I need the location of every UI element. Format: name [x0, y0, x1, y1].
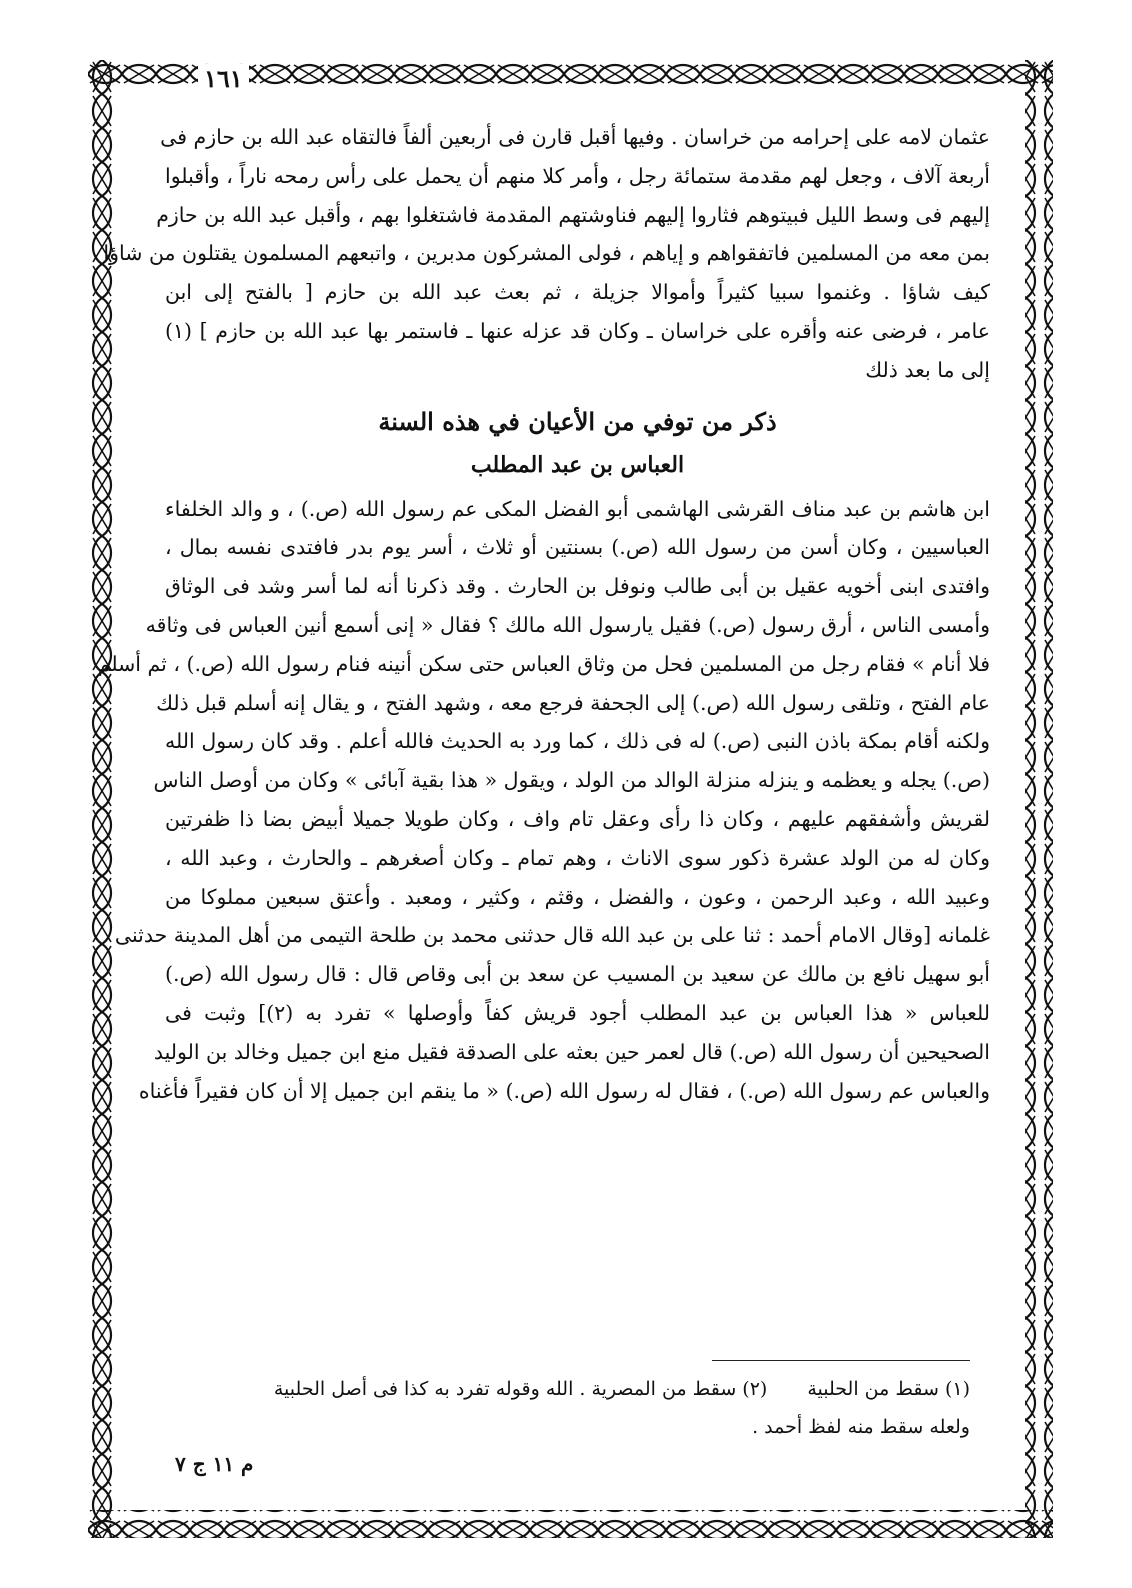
paragraph-khurasan	[103, 118, 990, 390]
text-line: ولكنه أقام بمكة باذن النبى (ص.) له فى ذلك ، كما ورد به الحديث فالله أعلم . وقد كان رسول الله	[165, 729, 990, 754]
footnote-2: (٢) سقط من المصرية . الله وقوله تفرد به كذا فى أصل الحلبية	[273, 1378, 768, 1400]
text-line: (ص.) يجله و يعظمه و ينزله منزلة الوالد من الولد ، ويقول « هذا بقية آبائى » وكان من أوصل الناس	[153, 768, 990, 793]
text-line: إليهم فى وسط الليل فبيتوهم فثاروا إليهم فناوشتهم المقدمة فاشتغلوا بهم ، وأقبل عبد الله بن حازم	[156, 202, 990, 227]
section-subheading: العباس بن عبد المطلب	[470, 451, 685, 478]
text-line: إلى ما بعد ذلك	[865, 357, 990, 382]
text-line: ابن هاشم بن عبد مناف القرشى الهاشمى أبو الفضل المكى عم رسول الله (ص.) ، و والد الخلفاء	[165, 496, 990, 521]
text-line: عامر ، فرضى عنه وأقره على خراسان ـ وكان قد عزله عنها ـ فاستمر بها عبد الله بن حازم ] (١)	[165, 318, 990, 343]
text-line: العباسيين ، وكان أسن من رسول الله (ص.) بسنتين أو ثلاث ، أسر يوم بدر فافتدى نفسه بمال ،	[165, 535, 990, 560]
text-line: عام الفتح ، وتلقى رسول الله (ص.) إلى الجحفة فرجع معه ، وشهد الفتح ، و يقال إنه أسلم قبل ذلك	[156, 690, 990, 715]
footnote-2-continuation: ولعله سقط منه لفظ أحمد .	[752, 1416, 970, 1438]
section-heading: ذكر من توفي من الأعيان في هذه السنة	[378, 406, 777, 436]
text-line: أبو سهيل نافع بن مالك عن سعيد بن المسيب عن سعد بن أبى وقاص قال : قال رسول الله (ص.)	[165, 962, 990, 987]
text-line: كيف شاؤا . وغنموا سبيا كثيراً وأموالا جزيلة ، ثم بعث عبد الله بن حازم [ بالفتح إلى ابن	[165, 280, 990, 305]
text-line: فلا أنام » فقام رجل من المسلمين فحل من وثاق العباس حتى سكن أنينه فنام رسول الله (ص.) ، ثم أسلم	[97, 651, 990, 676]
text-line: بمن معه من المسلمين فاتفقواهم و إياهم ، فولى المشركون مدبرين ، واتبعهم المسلمون يقتلون من شاؤا	[103, 241, 990, 266]
footnote-1: (١) سقط من الحلبية	[807, 1378, 970, 1400]
footnote-row	[165, 1370, 970, 1408]
page-number: ١٦١	[198, 64, 249, 93]
text-line: وافتدى ابنى أخويه عقيل بن أبى طالب ونوفل بن الحارث . وقد ذكرنا أنه لما أسر وشد فى الوثاق	[165, 574, 990, 599]
footnote-divider	[712, 1360, 970, 1361]
text-line: وأمسى الناس ، أرق رسول (ص.) فقيل يارسول الله مالك ؟ فقال « إنى أسمع أنين العباس فى وثاقه	[145, 612, 990, 637]
text-line: عثمان لامه على إحرامه من خراسان . وفيها أقبل قارن فى أربعين ألفاً فالتقاه عبد الله بن حازم فى	[160, 125, 990, 149]
text-line: أربعة آلاف ، وجعل لهم مقدمة ستمائة رجل ، وأمر كلا منهم أن يحمل على رأس رمحه ناراً ، وأقبلوا	[165, 163, 990, 188]
text-line: لقريش وأشفقهم عليهم ، وكان ذا رأى وعقل تام واف ، وكان طويلا جميلا أبيض بضا ذا ظفرتين	[165, 806, 990, 831]
text-line: للعباس « هذا العباس بن عبد المطلب أجود قريش كفاً وأوصلها » تفرد به (٢)] وثبت فى	[165, 1000, 990, 1025]
paragraph-abbas	[97, 490, 990, 1111]
text-line: غلمانه [وقال الامام أحمد : ثنا على بن عبد الله قال حدثنى محمد بن طلحة التيمى من أهل المدينة حدثنى	[114, 923, 990, 948]
page-content	[97, 118, 990, 1110]
text-line: الصحيحين أن رسول الله (ص.) قال لعمر حين بعثه على الصدقة فقيل منع ابن جميل وخالد بن الوليد	[153, 1039, 990, 1064]
text-line: وكان له من الولد عشرة ذكور سوى الاناث ، وهم تمام ـ وكان أصغرهم ـ والحارث ، وعبد الله ،	[165, 845, 990, 870]
text-line: وعبيد الله ، وعبد الرحمن ، وعون ، والفضل ، وقثم ، وكثير ، ومعبد . وأعتق سبعين مملوكا من	[165, 884, 990, 909]
text-line: والعباس عم رسول الله (ص.) ، فقال له رسول الله (ص.) « ما ينقم ابن جميل إلا أن كان فقيراً فأغناه	[138, 1078, 990, 1103]
footnotes	[165, 1370, 970, 1446]
printer-signature: م ١١ ج ٧	[175, 1452, 254, 1476]
